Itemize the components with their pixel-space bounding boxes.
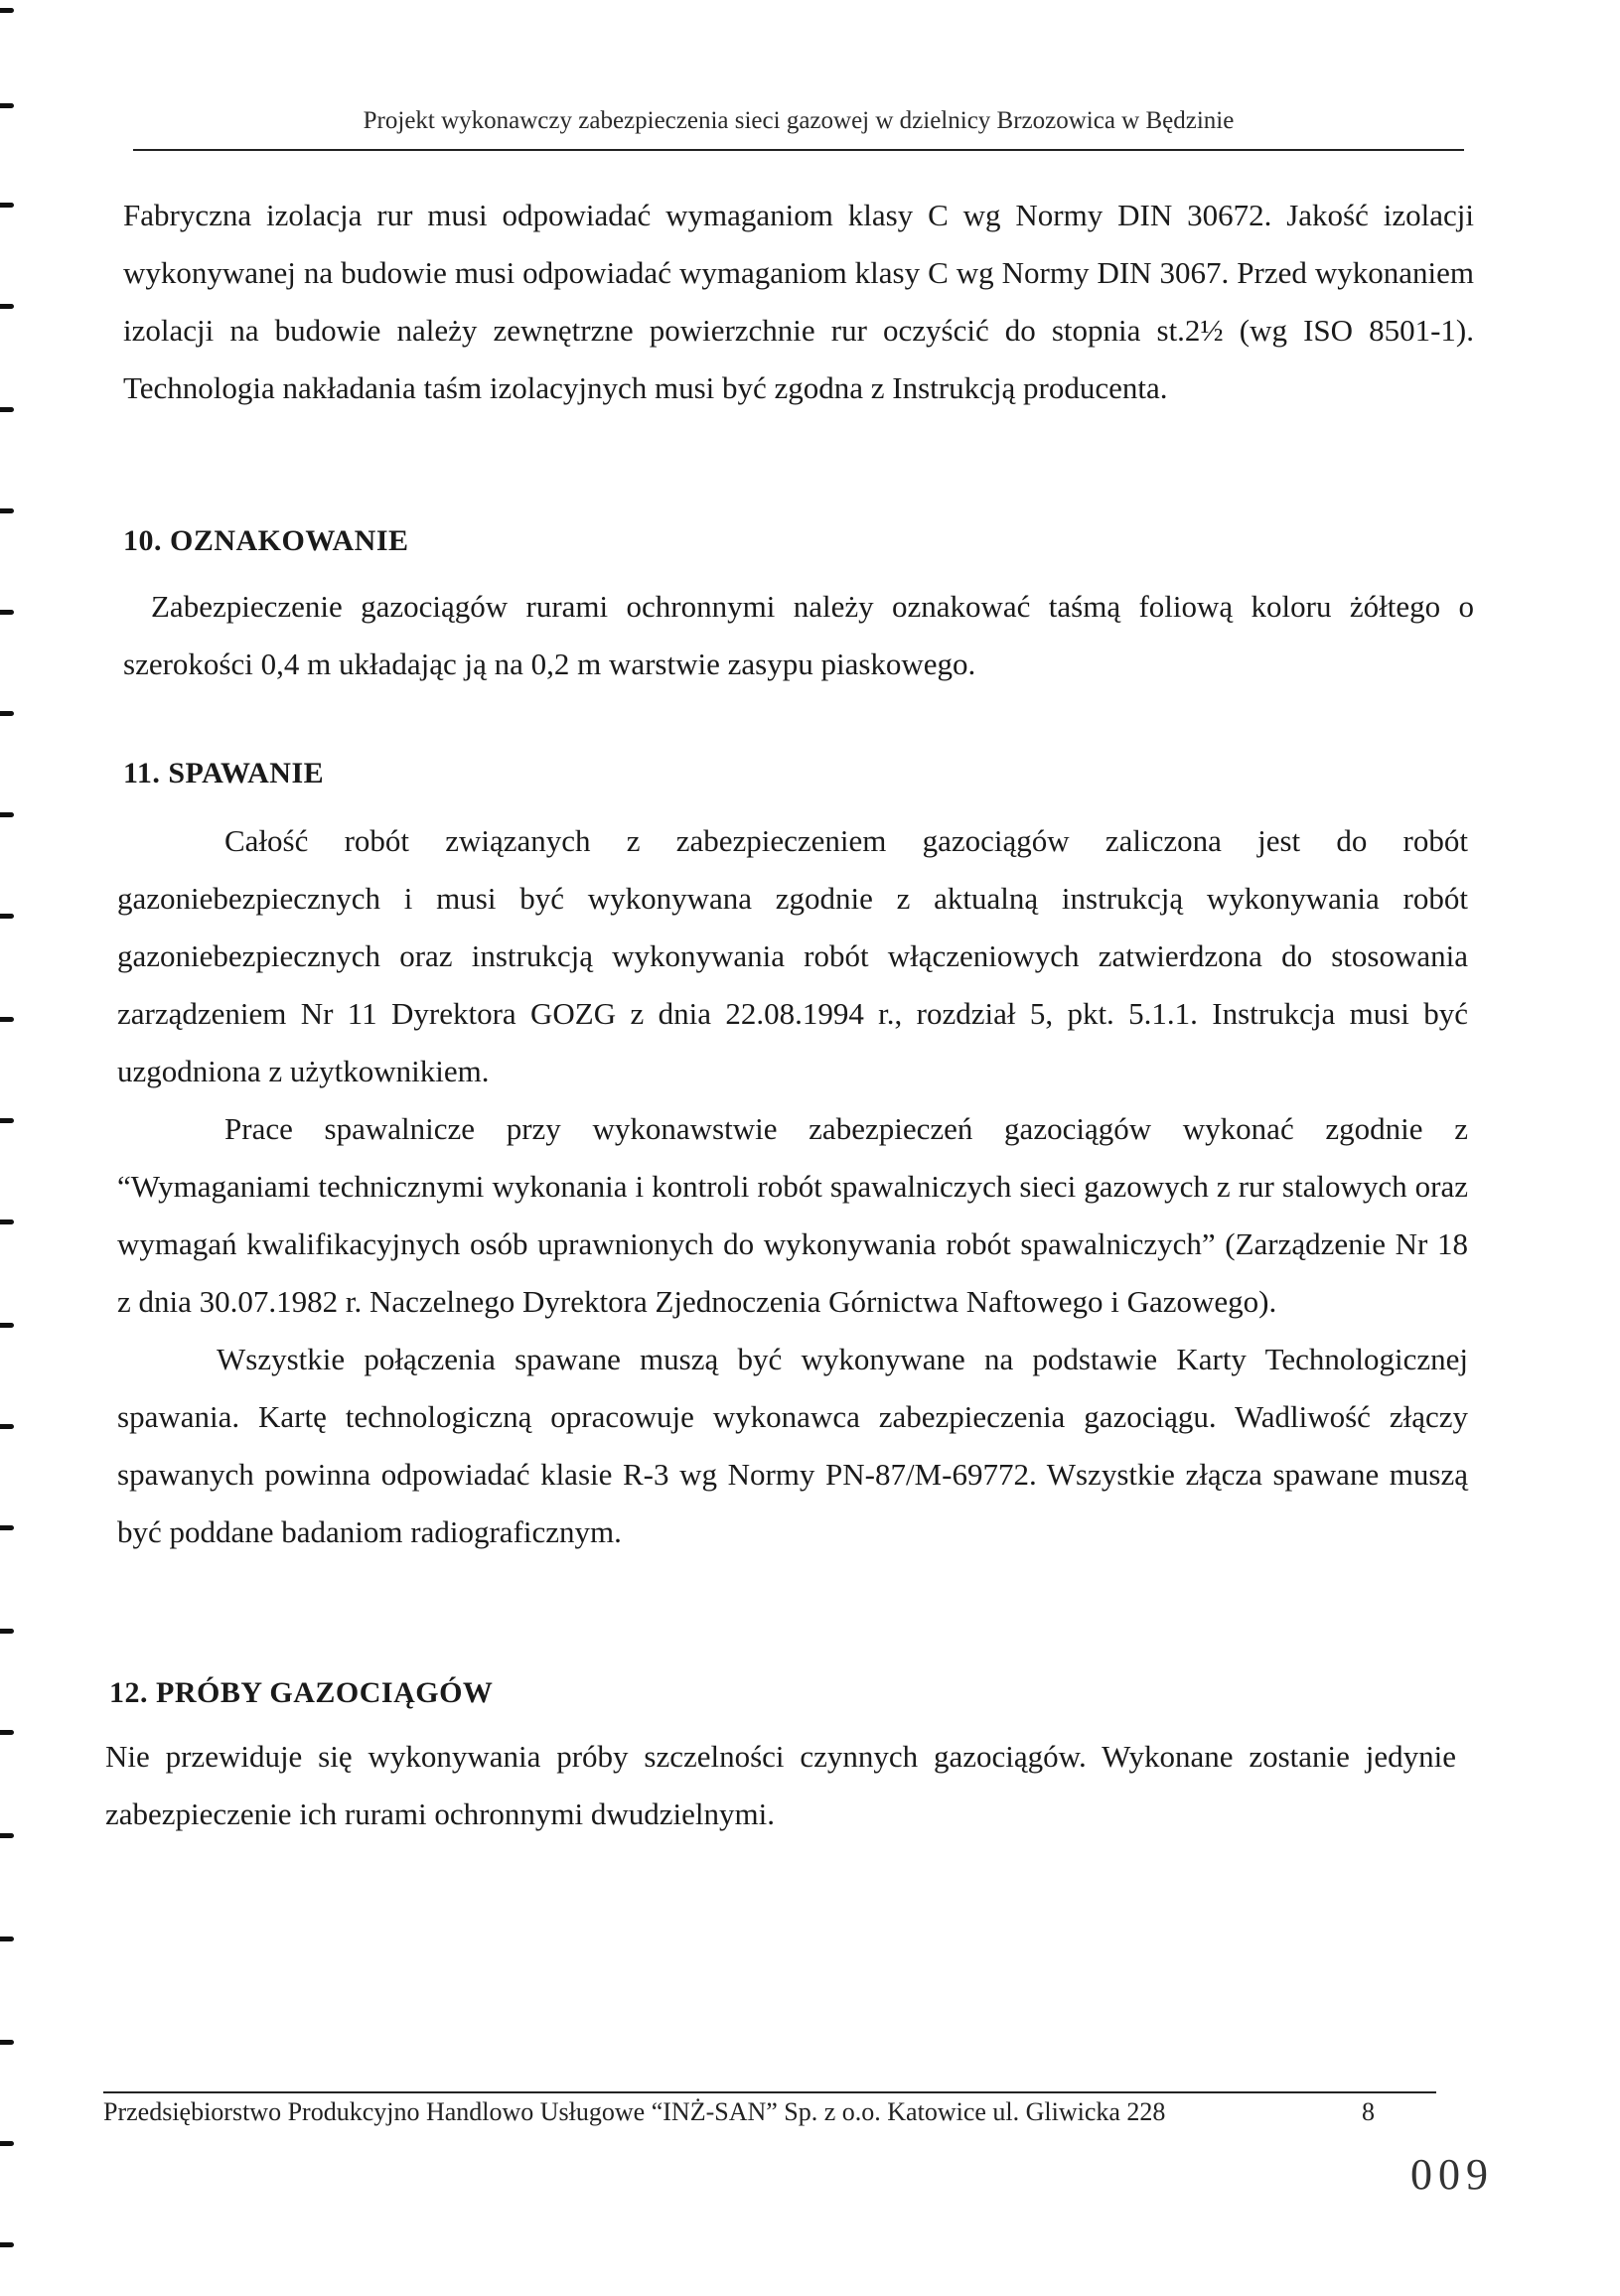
paragraph: Nie przewiduje się wykonywania próby szczelności czynnych gazociągów. Wykonane zostanie jedynie zabezpieczenie ich rurami ochronnymi dwudzielnymi. bbox=[105, 1739, 1456, 1831]
binder-mark bbox=[0, 103, 14, 108]
header-divider bbox=[133, 149, 1464, 151]
binder-mark bbox=[0, 1220, 14, 1224]
binder-mark bbox=[0, 8, 14, 13]
paragraph: Wszystkie połączenia spawane muszą być wykonywane na podstawie Karty Technologicznej spawania. Kartę technologiczną opracowuje wykonawca zabezpieczenia gazociągu. Wadliwość złączy spawanych powinna odpowiadać klasie R-3 wg Normy PN-87/M-69772. Wszystkie złącza spawane muszą być poddane badaniom radiograficznym. bbox=[117, 1342, 1468, 1549]
section-heading-oznakowanie: 10. OZNAKOWANIE bbox=[123, 524, 409, 557]
binder-mark bbox=[0, 1937, 14, 1941]
binder-mark bbox=[0, 2242, 14, 2247]
binder-mark bbox=[0, 203, 14, 208]
binder-mark bbox=[0, 1118, 14, 1123]
binder-mark bbox=[0, 610, 14, 615]
footer-divider bbox=[103, 2091, 1436, 2093]
footer-company: Przedsiębiorstwo Produkcyjno Handlowo Usługowe “INŻ-SAN” Sp. z o.o. Katowice ul. Gliwicka 228 bbox=[103, 2097, 1166, 2126]
section-heading-spawanie: 11. SPAWANIE bbox=[123, 757, 325, 789]
page-header: Projekt wykonawczy zabezpieczenia sieci gazowej w dzielnicy Brzozowica w Będzinie bbox=[363, 107, 1235, 134]
page-footer bbox=[103, 2097, 1454, 2127]
binder-mark bbox=[0, 914, 14, 919]
binder-mark bbox=[0, 1424, 14, 1429]
section-body-proby bbox=[105, 1728, 1456, 1843]
binder-mark bbox=[0, 812, 14, 817]
binder-mark bbox=[0, 1525, 14, 1530]
section-body-spawanie bbox=[117, 812, 1468, 1561]
binder-mark bbox=[0, 1017, 14, 1022]
section-heading-proby: 12. PRÓBY GAZOCIĄGÓW bbox=[109, 1676, 494, 1709]
binder-mark bbox=[0, 2141, 14, 2146]
intro-block bbox=[123, 187, 1474, 417]
binder-mark bbox=[0, 1629, 14, 1634]
paragraph: Całość robót związanych z zabezpieczeniem gazociągów zaliczona jest do robót gazoniebezpiecznych i musi być wykonywana zgodnie z aktualną instrukcją wykonywania robót gazoniebezpiecznych oraz instrukcją wykonywania robót włączeniowych zatwierdzona do stosowania zarządzeniem Nr 11 Dyrektora GOZG z dnia 22.08.1994 r., rozdział 5, pkt. 5.1.1. Instrukcja musi być uzgodniona z użytkownikiem. bbox=[117, 823, 1468, 1088]
binder-mark bbox=[0, 508, 14, 513]
sheet-number-stamp: 009 bbox=[1410, 2150, 1494, 2199]
binder-mark bbox=[0, 711, 14, 716]
binder-mark bbox=[0, 407, 14, 412]
binder-mark bbox=[0, 304, 14, 309]
binder-mark bbox=[0, 2040, 14, 2045]
intro-paragraph: Fabryczna izolacja rur musi odpowiadać wymaganiom klasy C wg Normy DIN 30672. Jakość izolacji wykonywanej na budowie musi odpowiadać wymaganiom klasy C wg Normy DIN 3067. Przed wykonaniem izolacji na budowie należy zewnętrzne powierzchnie rur oczyścić do stopnia st.2½ (wg ISO 8501-1). Technologia nakładania taśm izolacyjnych musi być zgodna z Instrukcją producenta. bbox=[123, 198, 1474, 405]
page-number: 8 bbox=[1362, 2097, 1375, 2126]
section-body-oznakowanie bbox=[123, 578, 1474, 693]
binder-mark bbox=[0, 1323, 14, 1328]
paragraph: Prace spawalnicze przy wykonawstwie zabezpieczeń gazociągów wykonać zgodnie z “Wymaganiami technicznymi wykonania i kontroli robót spawalniczych sieci gazowych z rur stalowych oraz wymagań kwalifikacyjnych osób uprawnionych do wykonywania robót spawalniczych” (Zarządzenie Nr 18 z dnia 30.07.1982 r. Naczelnego Dyrektora Zjednoczenia Górnictwa Naftowego i Gazowego). bbox=[117, 1111, 1468, 1319]
binder-mark bbox=[0, 1833, 14, 1838]
paragraph: Zabezpieczenie gazociągów rurami ochronnymi należy oznakować taśmą foliową koloru żółtego o szerokości 0,4 m układając ją na 0,2 m warstwie zasypu piaskowego. bbox=[123, 589, 1474, 681]
binder-mark bbox=[0, 1730, 14, 1735]
